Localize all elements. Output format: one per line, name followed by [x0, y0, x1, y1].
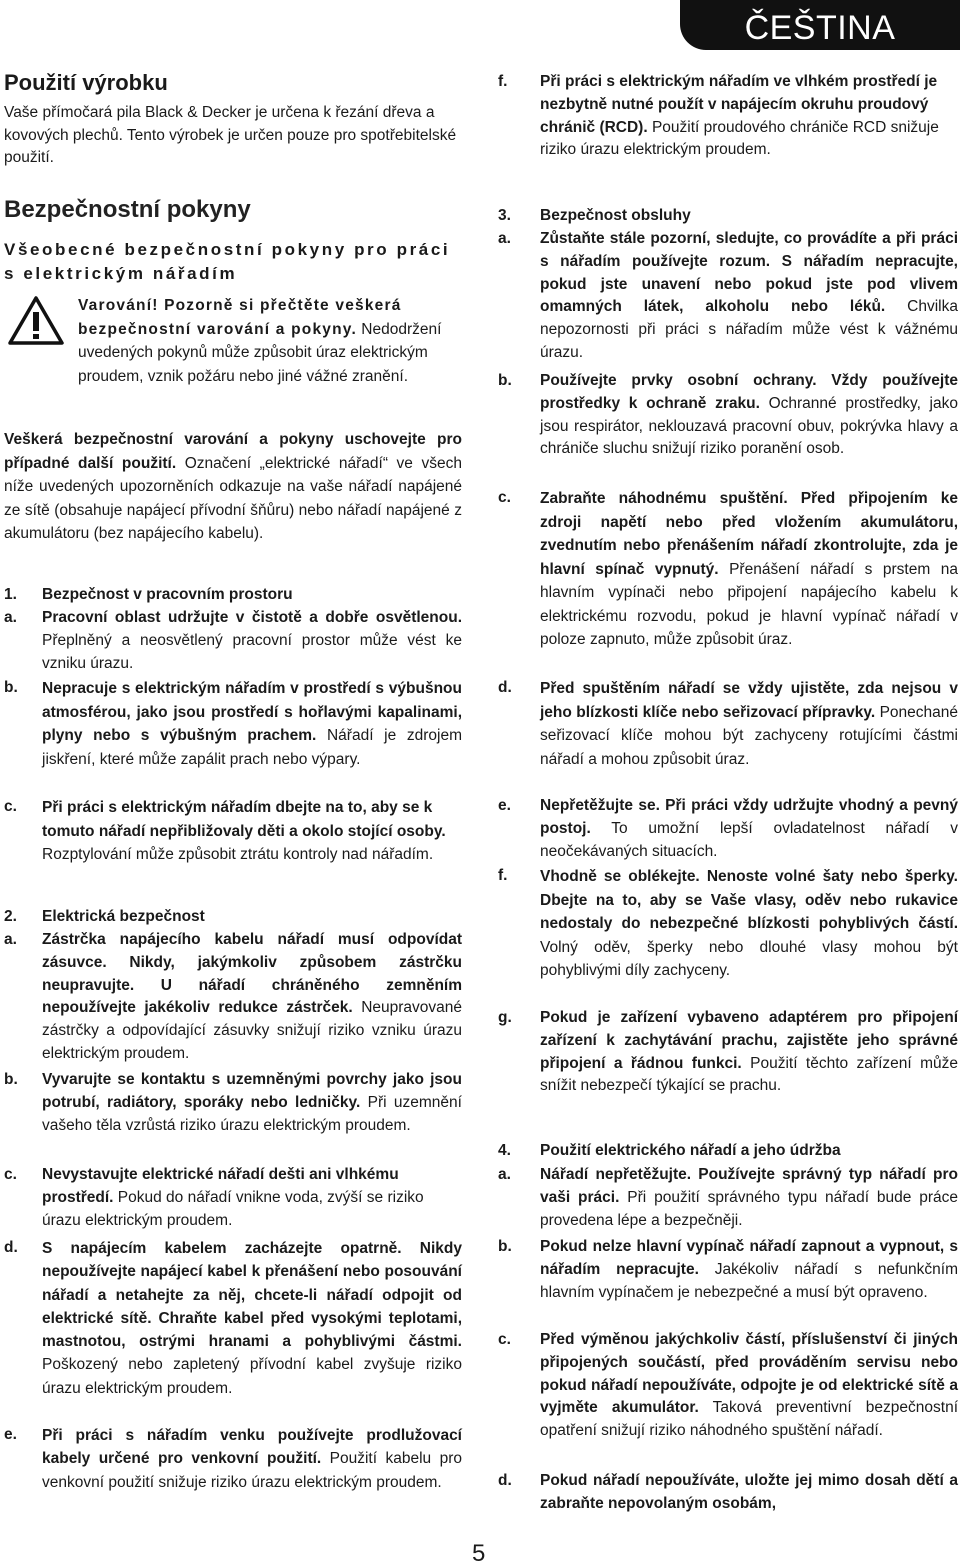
item-bold: Před spuštěním nářadí se vždy ujistěte, zda nejsou v jeho blízkosti klíče nebo seřizovací přípravky. — [540, 680, 958, 721]
item-bold: Při práci s elektrickým nářadím dbejte na to, aby se k tomuto nářadí nepřibližovaly děti a okolo stojící osoby. — [42, 799, 446, 840]
item-plain: Ponechané seřizovací klíče mohou být zachyceny rotujícími částmi nářadí a mohou způsobit úraz. — [540, 703, 958, 768]
item-bold: Před výměnou jakýchkoliv částí, příslušenství či jiných připojených součástí, před prováděním servisu nebo pokud nářadí nepoužíváte, odpojte je od elektrické sítě a vyjměte akumulátor. — [540, 1331, 958, 1417]
item-label: d. — [4, 1239, 18, 1256]
section-title: Elektrická bezpečnost — [42, 908, 205, 925]
item-bold: S napájecím kabelem zacházejte opatrně. Nikdy nepoužívejte napájecí kabel k přenášení nebo posouvání nářadí a netahejte za něj, chcete-li nářadí odpojit od elektrické sítě. Chraňte kabel před vysokými teplotami, mastnotou, ostrými hranami a pohyblivými částmi. — [42, 1240, 462, 1351]
item-plain: Nářadí je zdrojem jiskření, které může zapálit prach nebo výpary. — [42, 727, 462, 768]
item-bold: Používejte prvky osobní ochrany. Vždy používejte prostředky k ochraně zraku. — [540, 372, 958, 412]
item-label: b. — [498, 1238, 512, 1255]
item-plain: Přenášení nářadí s prstem na hlavním vypínači nebo připojení napájecího kabelu k elektrickému rozvodu, pokud je hlavní vypínač nářadí v poloze zapnuto, může způsobit úraz. — [540, 560, 958, 648]
item-plain: Taková preventivní bezpečnostní opatření snižují riziko náhodného spuštění nářadí. — [540, 1399, 958, 1440]
item-plain: Jakékoliv nářadí s nefunkčním hlavním vypínačem je nebezpečné a musí být opraveno. — [540, 1260, 958, 1301]
item-text — [540, 795, 958, 863]
item-label: a. — [498, 1166, 511, 1183]
item-text — [540, 228, 958, 365]
section-title: Bezpečnost v pracovním prostoru — [42, 586, 293, 603]
item-text — [540, 865, 958, 983]
warning-bold: Varování! Pozorně si přečtěte veškerá bezpečnostní varování a pokyny. — [78, 297, 402, 338]
item-text — [42, 1424, 462, 1494]
section-title-product-use: Použití výrobku — [4, 70, 168, 95]
item-bold: Nepracuje s elektrickým nářadím v prostředí s výbušnou atmosférou, jako jsou prostředí s hořlavými kapalinami, plyny nebo s výbušným prachem. — [42, 680, 462, 744]
item-text — [540, 487, 958, 652]
item-plain: Chvilka nepozornosti při práci s nářadím může vést k vážnému úrazu. — [540, 298, 958, 361]
item-plain: Použití proudového chrániče RCD snižuje riziko úrazu elektrickým proudem. — [540, 118, 939, 159]
item-text — [42, 929, 462, 1066]
item-plain: Rozptylování může způsobit ztrátu kontroly nad nářadím. — [42, 846, 434, 863]
intro-paragraph: Vaše přímočará pila Black & Decker je určena k řezání dřeva a kovových plechů. Tento výrobek je určen pouze pro spotřebitelské použití. — [4, 104, 457, 166]
section-number: 4. — [498, 1142, 511, 1159]
item-bold: Pokud je zařízení vybaveno adaptérem pro připojení zařízení k zachytávání prachu, zajistěte jeho správné připojení a řádnou funkci. — [540, 1009, 958, 1072]
item-plain: Použití kabelu pro venkovní použití snižuje riziko úrazu elektrickým proudem. — [42, 1450, 462, 1491]
item-plain: To umožní lepší ovladatelnost nářadí v neočekávaných situacích. — [540, 819, 958, 860]
item-plain: Ochranné prostředky, jako jsou respirátor, neklouzavá pracovní obuv, pokrývka hlavy a chrániče sluchu snižují riziko poranění osob. — [540, 394, 958, 458]
item-text — [540, 677, 958, 771]
item-bold: Nevystavujte elektrické nářadí dešti ani vlhkému prostředí. — [42, 1166, 399, 1206]
item-bold: Nářadí nepřetěžujte. Používejte správný typ nářadí pro vaši práci. — [540, 1166, 958, 1206]
item-text — [540, 1164, 958, 1232]
section-title-safety: Bezpečnostní pokyny — [4, 196, 251, 223]
item-label: e. — [4, 1426, 17, 1443]
item-label: b. — [498, 372, 512, 389]
item-plain: Volný oděv, šperky nebo dlouhé vlasy mohou být pohyblivými díly zachyceny. — [540, 938, 958, 979]
item-text — [540, 1329, 958, 1443]
item-label: c. — [498, 1331, 511, 1348]
item-bold: Zástrčka napájecího kabelu nářadí musí odpovídat zásuvce. Nikdy, jakýmkoliv způsobem zástrčku neupravujte. U nářadí chráněného zemněním nepoužívejte jakékoliv redukce zástrček. — [42, 931, 462, 1017]
item-bold: Vhodně se oblékejte. Nenoste volné šaty nebo šperky. Dbejte na to, aby se Vaše vlasy, oděv nebo rukavice nedostaly do nebezpečné blízkosti pohyblivých částí. — [540, 868, 958, 932]
item-label: a. — [4, 931, 17, 948]
item-bold: Zabraňte náhodnému spuštění. Před připojením ke zdroji napětí nebo před vložením akumulátoru, zvednutím nebo přenášením nářadí zkontrolujte, zda je hlavní spínač vypnutý. — [540, 490, 958, 578]
item-text — [540, 1236, 958, 1304]
general-safety-heading: Všeobecné bezpečnostní pokyny pro práci s elektrickým nářadím — [4, 240, 451, 283]
item-text — [540, 1007, 958, 1098]
section-number: 3. — [498, 207, 511, 224]
item-bold: Pokud nelze hlavní vypínač nářadí zapnout a vypnout, s nářadím nepracujte. — [540, 1238, 958, 1278]
page-number: 5 — [472, 1540, 486, 1567]
section-title: Bezpečnost obsluhy — [540, 207, 691, 224]
item-bold: Pracovní oblast udržujte v čistotě a dobře osvětlenou. — [42, 609, 462, 626]
item-plain: Přeplněný a neosvětlený pracovní prostor může vést ke vzniku úrazu. — [42, 631, 462, 672]
item-label: g. — [498, 1009, 512, 1026]
item-bold: Při práci s nářadím venku používejte prodlužovací kabely určené pro venkovní použití. — [42, 1427, 462, 1468]
keep-text: Označení „elektrické nářadí“ ve všech níže uvedených upozorněních odkazuje na vaše nářadí napájené ze sítě (obsahuje napájecí přívodní šňůru) nebo nářadí napájené z akumulátoru (bez napájecího kabelu). — [4, 454, 462, 542]
item-bold: Při práci s elektrickým nářadím ve vlhkém prostředí je nezbytně nutné použít v napájecím okruhu proudový chránič (RCD). — [540, 73, 938, 136]
warning-text: Nedodržení uvedených pokynů může způsobit úraz elektrickým proudem, vznik požáru nebo jiné vážné zranění. — [78, 320, 442, 385]
section-number: 1. — [4, 586, 17, 603]
item-label: f. — [498, 867, 508, 884]
item-plain: Neupravované zástrčky a odpovídající zásuvky snižují riziko vzniku úrazu elektrickým proudem. — [42, 999, 463, 1062]
item-text — [42, 1164, 462, 1232]
item-plain: Při uzemnění vašeho těla vzrůstá riziko úrazu elektrickým proudem. — [42, 1093, 462, 1134]
item-label: a. — [498, 230, 511, 247]
item-label: e. — [498, 797, 511, 814]
item-text — [42, 1069, 462, 1137]
item-bold: Nepřetěžujte se. Při práci vždy udržujte vhodný a pevný postoj. — [540, 797, 958, 837]
keep-bold: Veškerá bezpečnostní varování a pokyny uschovejte pro případné další použití. — [4, 431, 462, 472]
item-text — [540, 370, 958, 461]
warning-paragraph — [78, 294, 462, 388]
item-text — [42, 1237, 462, 1400]
keep-instructions-paragraph — [4, 428, 462, 546]
section-number: 2. — [4, 908, 17, 925]
item-label: b. — [4, 1071, 18, 1088]
item-plain: Použití těchto zařízení může snížit nebezpečí týkající se prachu. — [540, 1054, 958, 1095]
item-text — [42, 607, 462, 675]
item-text — [540, 71, 958, 162]
warning-triangle-icon — [8, 296, 64, 346]
item-text — [540, 1470, 958, 1516]
item-label: c. — [498, 489, 511, 506]
item-label: b. — [4, 679, 18, 696]
item-text — [42, 796, 462, 867]
section-title: Použití elektrického nářadí a jeho údržba — [540, 1142, 841, 1159]
language-badge: ČEŠTINA — [680, 0, 960, 50]
item-label: c. — [4, 798, 17, 815]
item-label: a. — [4, 609, 17, 626]
item-text — [42, 677, 462, 771]
item-bold: Vyvarujte se kontaktu s uzemněnými povrchy jako jsou potrubí, radiátory, sporáky nebo ledničky. — [42, 1071, 462, 1111]
item-label: c. — [4, 1166, 17, 1183]
item-plain: Poškozený nebo zapletený přívodní kabel zvyšuje riziko úrazu elektrickým proudem. — [42, 1356, 462, 1397]
item-label: d. — [498, 679, 512, 696]
item-label: f. — [498, 73, 508, 90]
item-bold: Pokud nářadí nepoužíváte, uložte jej mimo dosah dětí a zabraňte nepovolaným osobám, — [540, 1472, 958, 1512]
item-plain: Pokud do nářadí vnikne voda, zvýší se riziko úrazu elektrickým proudem. — [42, 1188, 424, 1229]
item-bold: Zůstaňte stále pozorní, sledujte, co provádíte a při práci s nářadím používejte rozum. S nářadím nepracujte, pokud jste unavení nebo pokud jste pod vlivem omamných látek, alkoholu nebo léků. — [540, 230, 958, 316]
item-label: d. — [498, 1472, 512, 1489]
item-plain: Při použití správného typu nářadí bude práce provedena lépe a bezpečněji. — [540, 1188, 959, 1229]
